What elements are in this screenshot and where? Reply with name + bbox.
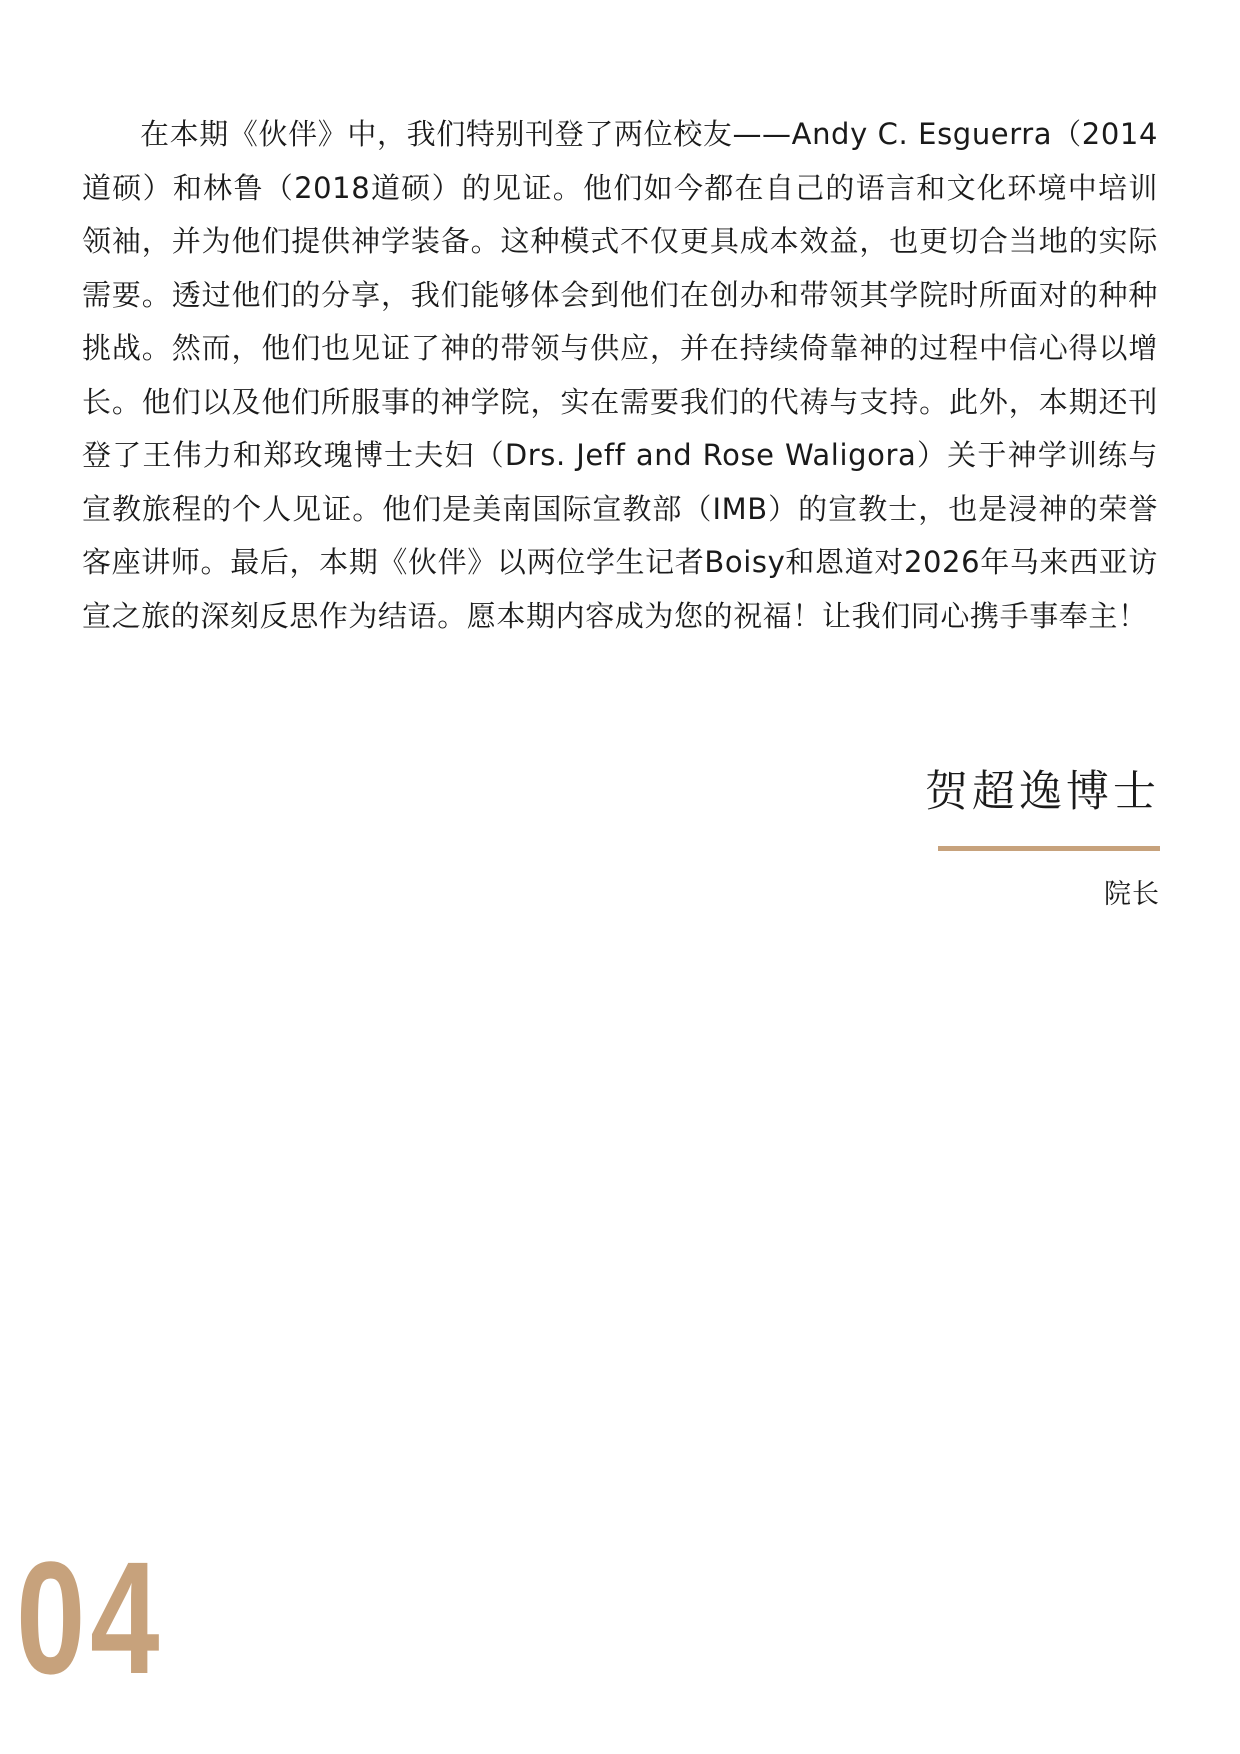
- signature-divider: [938, 846, 1160, 851]
- signature-title: 院长: [1104, 879, 1160, 910]
- page-number: 04: [16, 1528, 165, 1707]
- editorial-paragraph: 在本期《伙伴》中，我们特别刊登了两位校友——Andy C. Esguerra（2014道硕）和林鲁（2018道硕）的见证。他们如今都在自己的语言和文化环境中培训领袖，并为他们提供神学装备。这种模式不仅更具成本效益，也更切合当地的实际需要。透过他们的分享，我们能够体会到他们在创办和带领其学院时所面对的种种挑战。然而，他们也见证了神的带领与供应，并在持续倚靠神的过程中信心得以增长。他们以及他们所服事的神学院，实在需要我们的代祷与支持。此外，本期还刊登了王伟力和郑玫瑰博士夫妇（Drs. Jeff and Rose Waligora）关于神学训练与宣教旅程的个人见证。他们是美南国际宣教部（IMB）的宣教士，也是浸神的荣誉客座讲师。最后，本期《伙伴》以两位学生记者Boisy和恩道对2026年马来西亚访宣之旅的深刻反思作为结语。愿本期内容成为您的祝福！让我们同心携手事奉主！: [82, 117, 1158, 633]
- signature-name: 贺超逸博士: [925, 767, 1160, 817]
- signature-block: [925, 762, 1160, 915]
